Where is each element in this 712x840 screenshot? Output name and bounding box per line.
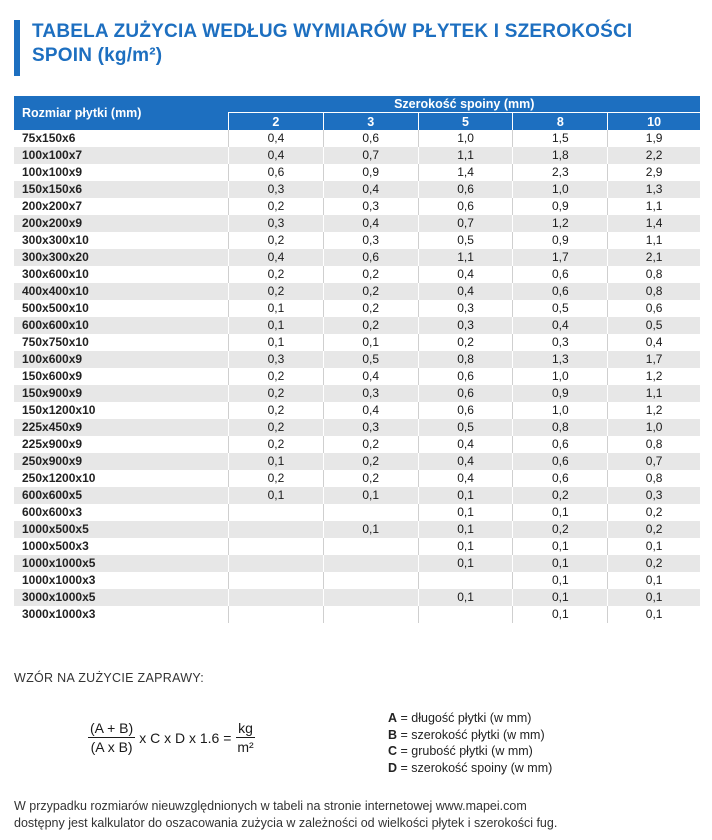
consumption-value-cell: 0,6 <box>418 385 513 402</box>
consumption-value-cell: 0,5 <box>418 419 513 436</box>
tile-size-cell: 100x100x9 <box>14 164 229 181</box>
page-title: TABELA ZUŻYCIA WEDŁUG WYMIARÓW PŁYTEK I SZEROKOŚCI SPOIN (kg/m²) <box>32 21 633 66</box>
consumption-value-cell <box>229 555 324 572</box>
joint-width-group-header: Szerokość spoiny (mm) <box>229 96 701 113</box>
tile-size-cell: 100x600x9 <box>14 351 229 368</box>
consumption-value-cell: 0,5 <box>323 351 418 368</box>
legend-key: B <box>388 727 398 742</box>
tile-size-cell: 100x100x7 <box>14 147 229 164</box>
table-row <box>14 266 700 283</box>
consumption-value-cell: 0,8 <box>608 283 700 300</box>
joint-width-column-header: 2 <box>229 113 324 131</box>
footer-line: W przypadku rozmiarów nieuwzględnionych w tabeli na stronie internetowej www.mapei.com <box>14 799 527 813</box>
consumption-value-cell: 0,1 <box>229 487 324 504</box>
tile-size-cell: 500x500x10 <box>14 300 229 317</box>
joint-width-column-header: 5 <box>418 113 513 131</box>
consumption-value-cell: 1,1 <box>608 385 700 402</box>
consumption-value-cell: 0,4 <box>418 283 513 300</box>
consumption-value-cell: 0,5 <box>608 317 700 334</box>
consumption-value-cell: 0,1 <box>323 487 418 504</box>
tile-size-cell: 400x400x10 <box>14 283 229 300</box>
formula-label: WZÓR NA ZUŻYCIE ZAPRAWY: <box>14 671 205 685</box>
consumption-value-cell: 1,4 <box>608 215 700 232</box>
consumption-value-cell: 1,9 <box>608 130 700 147</box>
consumption-value-cell: 0,6 <box>229 164 324 181</box>
tile-size-cell: 150x900x9 <box>14 385 229 402</box>
joint-width-column-header: 8 <box>513 113 608 131</box>
legend-text: = szerokość spoiny (w mm) <box>400 760 553 775</box>
consumption-value-cell: 0,6 <box>513 283 608 300</box>
consumption-value-cell <box>323 606 418 623</box>
table-row <box>14 402 700 419</box>
consumption-value-cell: 2,2 <box>608 147 700 164</box>
table-row <box>14 147 700 164</box>
consumption-value-cell: 0,2 <box>323 283 418 300</box>
table-row <box>14 385 700 402</box>
tile-size-cell: 600x600x5 <box>14 487 229 504</box>
consumption-value-cell <box>323 538 418 555</box>
tile-size-cell: 3000x1000x5 <box>14 589 229 606</box>
table-row <box>14 164 700 181</box>
consumption-value-cell: 0,2 <box>608 504 700 521</box>
consumption-value-cell: 0,1 <box>608 538 700 555</box>
consumption-value-cell: 0,4 <box>418 266 513 283</box>
consumption-value-cell: 0,4 <box>323 368 418 385</box>
consumption-value-cell: 0,2 <box>608 521 700 538</box>
table-row <box>14 198 700 215</box>
consumption-value-cell: 0,9 <box>513 198 608 215</box>
table-row <box>14 487 700 504</box>
consumption-value-cell: 0,1 <box>418 487 513 504</box>
table-body <box>14 130 700 623</box>
consumption-value-cell: 0,3 <box>323 232 418 249</box>
table-row <box>14 521 700 538</box>
consumption-value-cell <box>229 589 324 606</box>
consumption-value-cell: 1,1 <box>418 147 513 164</box>
consumption-value-cell: 0,1 <box>513 504 608 521</box>
tile-size-cell: 200x200x7 <box>14 198 229 215</box>
consumption-value-cell: 1,4 <box>418 164 513 181</box>
consumption-value-cell: 0,2 <box>229 402 324 419</box>
consumption-value-cell: 0,7 <box>418 215 513 232</box>
consumption-value-cell: 0,2 <box>229 470 324 487</box>
joint-width-column-header: 3 <box>323 113 418 131</box>
consumption-value-cell: 0,1 <box>418 504 513 521</box>
consumption-value-cell: 0,8 <box>608 436 700 453</box>
legend-text: = grubość płytki (w mm) <box>400 744 533 758</box>
footer-line: dostępny jest kalkulator do oszacowania zużycia w zależności od wielkości płytek i szerokości fug. <box>14 816 558 830</box>
consumption-value-cell: 0,6 <box>513 470 608 487</box>
consumption-value-cell: 0,2 <box>229 419 324 436</box>
table-row <box>14 232 700 249</box>
consumption-value-cell: 0,6 <box>418 198 513 215</box>
consumption-value-cell: 0,2 <box>323 266 418 283</box>
tile-size-cell: 600x600x10 <box>14 317 229 334</box>
consumption-value-cell: 1,0 <box>513 181 608 198</box>
legend-item <box>388 760 552 777</box>
consumption-value-cell: 0,3 <box>608 487 700 504</box>
consumption-value-cell: 0,2 <box>229 436 324 453</box>
footer-note <box>14 798 704 832</box>
consumption-value-cell <box>323 589 418 606</box>
consumption-value-cell: 0,2 <box>323 300 418 317</box>
consumption-value-cell: 0,2 <box>513 487 608 504</box>
table-row <box>14 249 700 266</box>
consumption-value-cell <box>323 572 418 589</box>
consumption-value-cell: 0,1 <box>608 572 700 589</box>
table-row <box>14 317 700 334</box>
consumption-value-cell: 0,4 <box>229 249 324 266</box>
consumption-value-cell: 0,6 <box>323 130 418 147</box>
consumption-value-cell: 0,2 <box>608 555 700 572</box>
legend-text: = długość płytki (w mm) <box>400 711 532 725</box>
consumption-value-cell: 0,4 <box>418 436 513 453</box>
consumption-value-cell: 0,3 <box>323 198 418 215</box>
consumption-value-cell: 0,1 <box>229 453 324 470</box>
tile-size-cell: 1000x1000x3 <box>14 572 229 589</box>
consumption-value-cell: 0,1 <box>229 300 324 317</box>
consumption-value-cell: 1,7 <box>513 249 608 266</box>
joint-width-column-header: 10 <box>608 113 700 131</box>
consumption-value-cell: 0,3 <box>323 385 418 402</box>
consumption-value-cell: 0,3 <box>513 334 608 351</box>
consumption-value-cell: 0,5 <box>513 300 608 317</box>
consumption-value-cell: 0,1 <box>608 606 700 623</box>
table-row <box>14 453 700 470</box>
table-row <box>14 334 700 351</box>
consumption-value-cell: 2,3 <box>513 164 608 181</box>
consumption-value-cell: 0,6 <box>418 181 513 198</box>
consumption-value-cell: 0,6 <box>513 453 608 470</box>
tile-size-cell: 200x200x9 <box>14 215 229 232</box>
consumption-value-cell <box>323 555 418 572</box>
consumption-value-cell: 0,1 <box>513 606 608 623</box>
consumption-value-cell: 0,6 <box>418 402 513 419</box>
consumption-value-cell: 0,2 <box>323 453 418 470</box>
consumption-value-cell: 0,1 <box>418 555 513 572</box>
consumption-value-cell: 1,0 <box>418 130 513 147</box>
tile-size-cell: 250x1200x10 <box>14 470 229 487</box>
consumption-value-cell: 0,2 <box>323 436 418 453</box>
legend-text: = szerokość płytki (w mm) <box>400 727 545 742</box>
tile-size-cell: 1000x500x3 <box>14 538 229 555</box>
consumption-value-cell: 1,1 <box>608 232 700 249</box>
consumption-value-cell: 1,0 <box>513 368 608 385</box>
tile-size-cell: 225x900x9 <box>14 436 229 453</box>
tile-size-cell: 750x750x10 <box>14 334 229 351</box>
consumption-value-cell: 0,1 <box>513 589 608 606</box>
consumption-value-cell: 0,1 <box>323 521 418 538</box>
table-row <box>14 283 700 300</box>
title-accent-bar <box>14 20 20 76</box>
consumption-value-cell: 0,6 <box>323 249 418 266</box>
tile-size-cell: 300x600x10 <box>14 266 229 283</box>
consumption-value-cell: 0,1 <box>229 334 324 351</box>
formula-legend <box>388 710 552 776</box>
tile-size-cell: 1000x500x5 <box>14 521 229 538</box>
consumption-value-cell: 0,8 <box>608 266 700 283</box>
consumption-value-cell: 2,1 <box>608 249 700 266</box>
formula-denominator: (A x B) <box>90 739 133 755</box>
consumption-value-cell: 0,4 <box>418 470 513 487</box>
consumption-value-cell: 0,1 <box>229 317 324 334</box>
consumption-value-cell: 0,9 <box>323 164 418 181</box>
consumption-value-cell: 0,7 <box>608 453 700 470</box>
consumption-value-cell: 1,2 <box>513 215 608 232</box>
table-row <box>14 215 700 232</box>
tile-size-cell: 225x450x9 <box>14 419 229 436</box>
formula-unit <box>235 720 255 755</box>
consumption-value-cell <box>229 606 324 623</box>
consumption-value-cell: 0,7 <box>323 147 418 164</box>
table-row <box>14 130 700 147</box>
consumption-value-cell: 0,4 <box>229 147 324 164</box>
table-row <box>14 419 700 436</box>
tile-size-cell: 250x900x9 <box>14 453 229 470</box>
consumption-value-cell: 0,6 <box>608 300 700 317</box>
consumption-value-cell <box>229 521 324 538</box>
consumption-value-cell: 0,3 <box>229 351 324 368</box>
table-row <box>14 572 700 589</box>
tile-size-cell: 600x600x3 <box>14 504 229 521</box>
consumption-value-cell: 0,6 <box>513 436 608 453</box>
consumption-value-cell: 0,3 <box>229 215 324 232</box>
table-row <box>14 606 700 623</box>
table-row <box>14 589 700 606</box>
consumption-value-cell: 1,5 <box>513 130 608 147</box>
consumption-value-cell: 0,1 <box>418 521 513 538</box>
consumption-value-cell: 0,3 <box>418 317 513 334</box>
consumption-value-cell: 0,1 <box>608 589 700 606</box>
consumption-value-cell <box>323 504 418 521</box>
tile-size-cell: 75x150x6 <box>14 130 229 147</box>
consumption-value-cell: 0,8 <box>513 419 608 436</box>
consumption-value-cell: 1,0 <box>608 419 700 436</box>
consumption-value-cell: 0,4 <box>513 317 608 334</box>
table-row <box>14 538 700 555</box>
legend-key: D <box>388 760 398 775</box>
consumption-value-cell: 0,2 <box>229 198 324 215</box>
consumption-value-cell: 0,1 <box>418 538 513 555</box>
consumption-value-cell: 0,2 <box>513 521 608 538</box>
consumption-value-cell: 1,8 <box>513 147 608 164</box>
table-row <box>14 470 700 487</box>
consumption-value-cell: 0,2 <box>323 470 418 487</box>
consumption-value-cell: 0,9 <box>513 385 608 402</box>
consumption-value-cell: 0,8 <box>608 470 700 487</box>
consumption-value-cell: 0,4 <box>608 334 700 351</box>
table-row <box>14 555 700 572</box>
consumption-value-cell: 0,8 <box>418 351 513 368</box>
legend-key: A <box>388 711 398 725</box>
consumption-value-cell <box>229 504 324 521</box>
consumption-value-cell: 0,1 <box>323 334 418 351</box>
formula-fraction <box>88 720 135 755</box>
consumption-value-cell: 0,2 <box>418 334 513 351</box>
consumption-value-cell: 1,2 <box>608 402 700 419</box>
consumption-value-cell: 0,4 <box>323 181 418 198</box>
formula-unit-denominator: m² <box>237 739 254 755</box>
consumption-value-cell: 0,4 <box>229 130 324 147</box>
legend-item <box>388 743 552 760</box>
consumption-value-cell <box>229 538 324 555</box>
consumption-value-cell: 0,2 <box>229 266 324 283</box>
consumption-value-cell: 0,2 <box>229 232 324 249</box>
legend-item <box>388 710 552 727</box>
consumption-formula <box>88 720 256 755</box>
consumption-value-cell: 2,9 <box>608 164 700 181</box>
consumption-value-cell <box>418 572 513 589</box>
consumption-value-cell: 1,1 <box>418 249 513 266</box>
consumption-value-cell: 1,3 <box>513 351 608 368</box>
tile-size-cell: 3000x1000x3 <box>14 606 229 623</box>
consumption-value-cell: 1,2 <box>608 368 700 385</box>
consumption-value-cell: 0,4 <box>418 453 513 470</box>
table-row <box>14 300 700 317</box>
consumption-value-cell: 0,6 <box>418 368 513 385</box>
consumption-value-cell: 0,5 <box>418 232 513 249</box>
consumption-value-cell: 0,4 <box>323 215 418 232</box>
consumption-table <box>14 96 700 623</box>
formula-numerator: (A + B) <box>90 720 134 736</box>
consumption-value-cell: 0,6 <box>513 266 608 283</box>
legend-item <box>388 727 552 744</box>
consumption-value-cell: 1,0 <box>513 402 608 419</box>
table-row <box>14 351 700 368</box>
table-row <box>14 368 700 385</box>
consumption-value-cell: 0,4 <box>323 402 418 419</box>
consumption-value-cell: 0,3 <box>418 300 513 317</box>
legend-key: C <box>388 744 398 758</box>
consumption-value-cell: 0,1 <box>513 572 608 589</box>
tile-size-cell: 300x300x10 <box>14 232 229 249</box>
table-row <box>14 504 700 521</box>
consumption-value-cell: 1,7 <box>608 351 700 368</box>
consumption-value-cell: 0,1 <box>513 555 608 572</box>
tile-size-cell: 1000x1000x5 <box>14 555 229 572</box>
size-column-header: Rozmiar płytki (mm) <box>14 96 229 130</box>
table-row <box>14 436 700 453</box>
formula-unit-numerator: kg <box>238 720 253 736</box>
tile-size-cell: 150x600x9 <box>14 368 229 385</box>
consumption-value-cell: 1,3 <box>608 181 700 198</box>
consumption-value-cell: 0,1 <box>418 589 513 606</box>
consumption-value-cell: 0,2 <box>229 385 324 402</box>
consumption-value-cell: 0,9 <box>513 232 608 249</box>
formula-middle: x C x D x 1.6 = <box>139 729 232 746</box>
tile-size-cell: 150x1200x10 <box>14 402 229 419</box>
consumption-value-cell: 1,1 <box>608 198 700 215</box>
consumption-value-cell: 0,3 <box>229 181 324 198</box>
consumption-value-cell: 0,1 <box>513 538 608 555</box>
consumption-value-cell: 0,3 <box>323 419 418 436</box>
tile-size-cell: 300x300x20 <box>14 249 229 266</box>
consumption-value-cell: 0,2 <box>323 317 418 334</box>
consumption-value-cell: 0,2 <box>229 368 324 385</box>
tile-size-cell: 150x150x6 <box>14 181 229 198</box>
consumption-value-cell <box>229 572 324 589</box>
table-row <box>14 181 700 198</box>
consumption-value-cell: 0,2 <box>229 283 324 300</box>
consumption-value-cell <box>418 606 513 623</box>
